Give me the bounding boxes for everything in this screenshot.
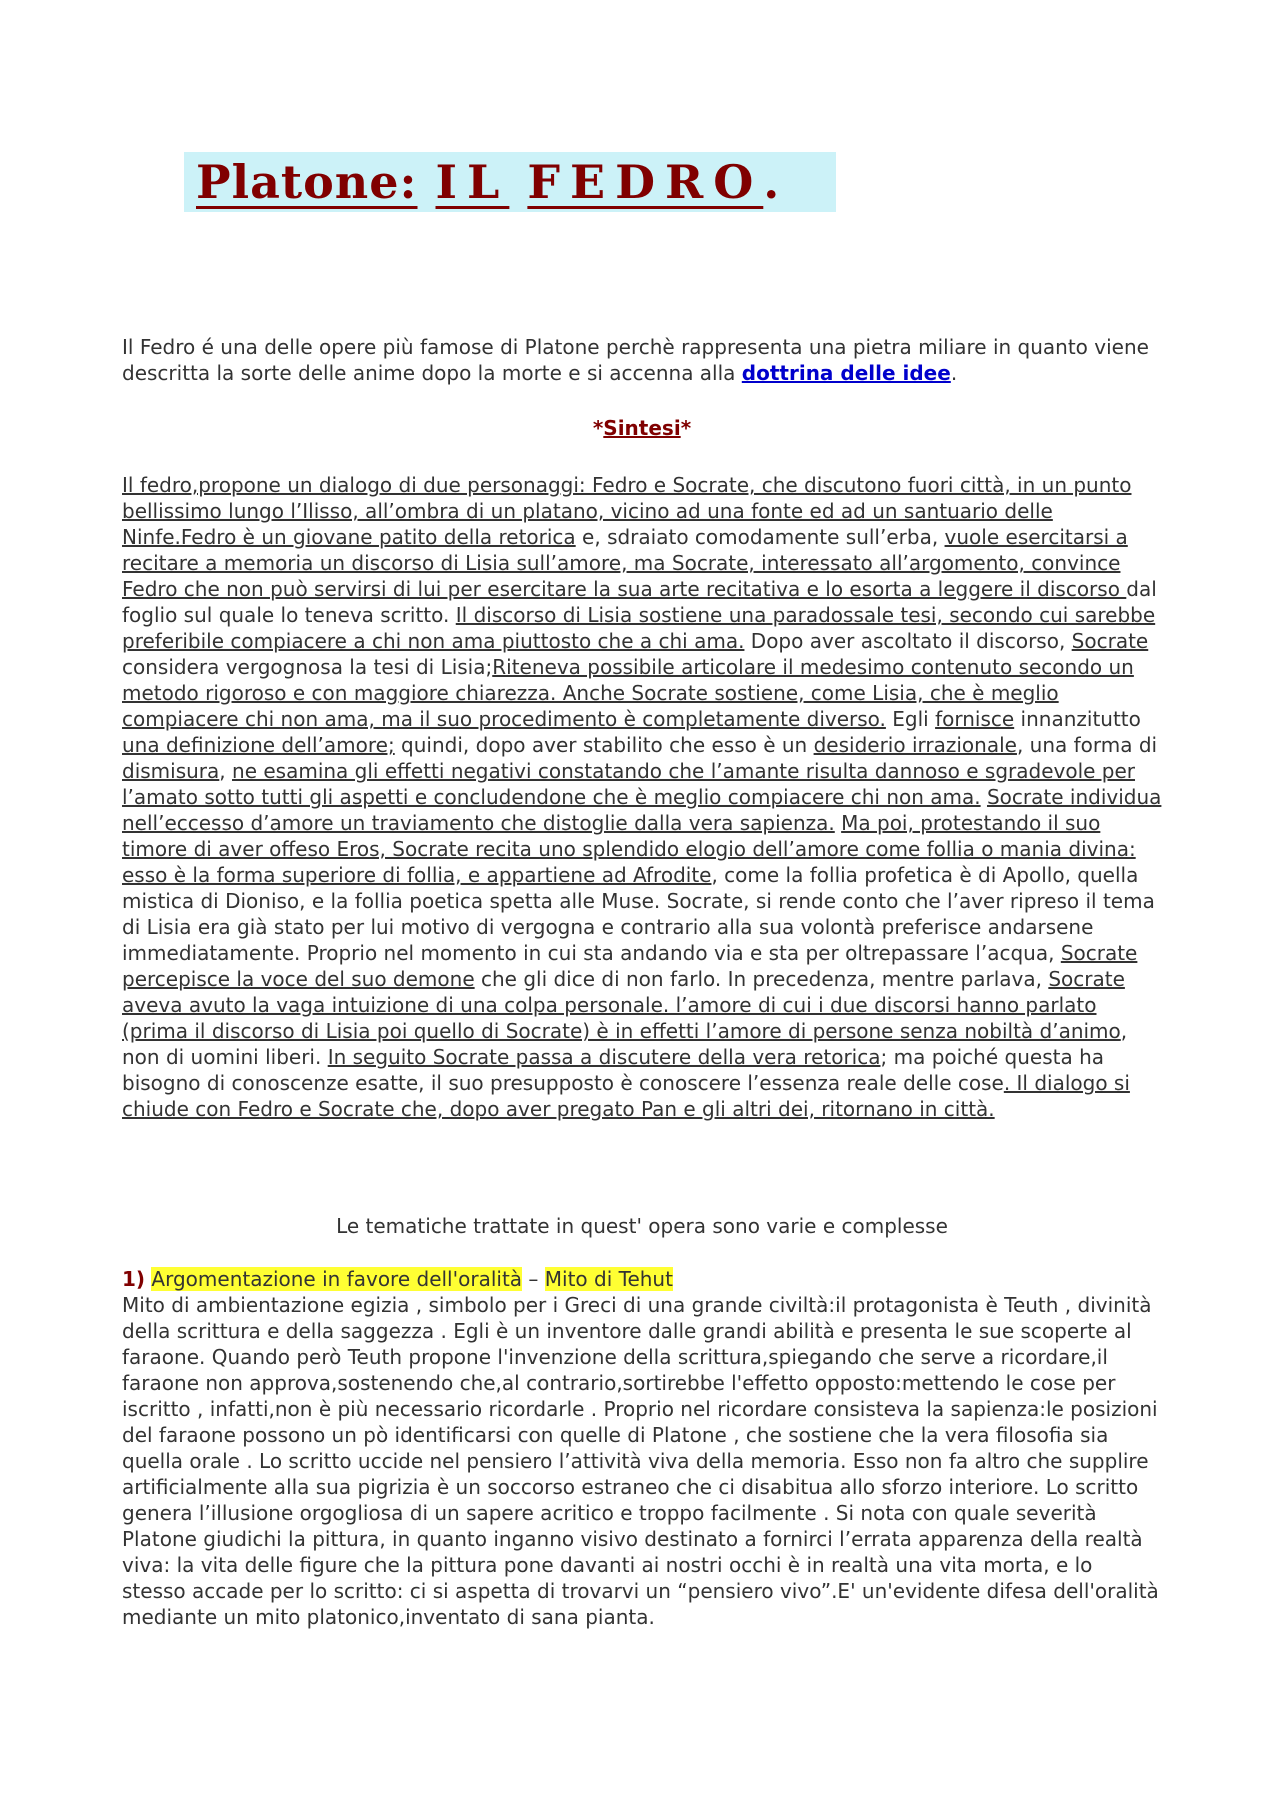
summary-seg: Socrate individua nell’eccesso d’amore un traviamento che distoglie dalla vera sapienza. — [122, 785, 1162, 835]
summary-seg: Il discorso di Lisia sostiene una paradossale tesi, secondo cui sarebbe preferibile compiacere a chi non ama piuttosto che a chi ama. — [122, 603, 1156, 653]
section-1-heading-a: Argomentazione in favore dell'oralità — [151, 1267, 523, 1291]
summary-seg: che gli dice di non farlo. In precedenza, mentre parlava, — [474, 967, 1049, 991]
summary-seg: una definizione dell’amore; — [122, 733, 395, 757]
summary-seg: Dopo aver ascoltato il discorso, — [744, 629, 1072, 653]
section-1 — [122, 1266, 1162, 1630]
summary-seg: , come la follia profetica è di Apollo, quella mistica di Dioniso, e la follia poetica spetta alle Muse. Socrate, si rende conto che l’aver ripreso il tema di Lisia era già stato per lui motivo di vergogna e contrario alla sua volontà preferisce andarsene immediatamente. Proprio nel momento in cui sta andando via e sta per oltrepassare l’acqua, — [122, 863, 1155, 965]
page-title — [196, 152, 780, 212]
summary-seg: Egli — [885, 707, 936, 731]
intro-text-end: . — [950, 361, 958, 385]
sintesi-suffix: * — [680, 416, 692, 440]
title-part-il: IL — [435, 155, 510, 209]
summary-seg: Il fedro,propone un dialogo di due personaggi: Fedro e Socrate, che discutono fuori città, in un punto bellissimo lungo l’Ilisso, all’ombra di un platano, vicino ad una fonte ed ad un santuario delle Ninfe.Fedro è un giovane patito della retorica — [122, 473, 1132, 549]
summary-seg: Ma poi, protestando il suo timore di aver offeso Eros, Socrate recita uno splendido elogio dell’amore come follia o mania divina: esso è la forma superiore di follia, e appartiene ad Afrodite — [122, 811, 1136, 887]
summary-seg: fornisce — [935, 707, 1015, 731]
section-1-heading-b: Mito di Tehut — [544, 1267, 673, 1291]
summary-seg: Socrate aveva avuto la vaga intuizione di una colpa personale. l’amore di cui i due discorsi hanno parlato (prima il discorso di Lisia poi quello di Socrate) è in effetti l’amore di persone senza nobiltà d’animo — [122, 967, 1125, 1043]
summary-seg: considera vergognosa la tesi di Lisia; — [122, 655, 493, 679]
summary-seg: vuole esercitarsi a recitare a memoria un discorso di Lisia sull’amore, ma Socrate, interessato all’argomento, convince Fedro che non può servirsi di lui per esercitare la sua arte recitativa e lo esorta a leggere il discorso — [122, 525, 1128, 601]
summary-seg: In seguito Socrate passa a discutere della vera retorica — [327, 1045, 881, 1069]
summary-seg: . Il dialogo si chiude con Fedro e Socrate che, dopo aver pregato Pan e gli altri dei, ritornano in città. — [122, 1071, 1130, 1121]
summary-seg: ; ma poiché questa ha bisogno di conoscenze esatte, il suo presupposto è conoscere l’essenza reale delle cose — [122, 1045, 1104, 1095]
tematiche-subtitle: Le tematiche trattate in quest' opera sono varie e complesse — [336, 1214, 948, 1238]
section-1-dash: – — [522, 1267, 545, 1291]
sintesi-label: Sintesi — [603, 416, 681, 440]
sintesi-heading — [122, 415, 1162, 441]
title-dot: . — [763, 155, 781, 209]
title-part-platone: Platone: — [196, 155, 418, 209]
intro-paragraph — [122, 334, 1162, 386]
summary-seg: innanzitutto — [1014, 707, 1141, 731]
summary-seg: e, sdraiato comodamente sull’erba, — [575, 525, 945, 549]
section-1-heading — [122, 1266, 1162, 1292]
section-1-text: Mito di ambientazione egizia , simbolo per i Greci di una grande civiltà:il protagonista è Teuth , divinità della scrittura e della saggezza . Egli è un inventore dalle grandi abilità e presenta le sue scoperte al faraone. Quando però Teuth propone l'invenzione della scrittura,spiegando che serve a ricordare,il faraone non approva,sostenendo che,al contrario,sortirebbe l'effetto opposto:mettendo le cose per iscritto , infatti,non è più necessario ricordarle . Proprio nel ricordare consisteva la sapienza:le posizioni del faraone possono un pò identificarsi con quelle di Platone , che sostiene che la vera filosofia sia quella orale . Lo scritto uccide nel pensiero l’attività viva della memoria. Esso non fa altro che supplire artificialmente alla sua pigrizia è un soccorso estraneo che ci disabitua allo sforzo interiore. Lo scritto genera l’illusione orgogliosa di un sapere acritico e troppo facilmente . Si nota con quale severità Platone giudichi la pittura, in quanto inganno visivo destinato a fornirci l’errata apparenza della realtà viva: la vita delle figure che la pittura pone davanti ai nostri occhi è in realtà una vita morta, e lo stesso accade per lo scritto: ci si aspetta di trovarvi un “pensiero vivo”.E' un'evidente difesa dell'oralità mediante un mito platonico,inventato di sana pianta. — [122, 1293, 1159, 1629]
section-1-number: 1) — [122, 1267, 146, 1291]
sintesi-prefix: * — [592, 416, 604, 440]
summary-seg: Socrate percepisce la voce del suo demone — [122, 941, 1138, 991]
summary-seg: Riteneva possibile articolare il medesimo contenuto secondo un metodo rigoroso e con maggiore chiarezza. Anche Socrate sostiene, come Lisia, che è meglio compiacere chi non ama, ma il suo procedimento è completamente diverso. — [122, 655, 1134, 731]
summary-seg: quindi, dopo aver stabilito che esso è un — [394, 733, 814, 757]
title-part-fedro: FEDRO — [527, 155, 764, 209]
summary-seg: ne esamina gli effetti negativi constatando che l’amante risulta dannoso e sgradevole per l’amato sotto tutti gli aspetti e concludendone che è meglio compiacere chi non ama. — [122, 759, 1136, 809]
summary-seg: Socrate — [1071, 629, 1149, 653]
summary-paragraph — [122, 472, 1162, 1122]
summary-seg: , — [219, 759, 233, 783]
summary-seg: dismisura — [122, 759, 220, 783]
dottrina-link[interactable]: dottrina delle idee — [741, 361, 951, 385]
summary-seg: , una forma di — [1016, 733, 1158, 757]
summary-seg: desiderio irrazionale — [813, 733, 1017, 757]
summary-seg: , non di uomini liberi. — [122, 1019, 1128, 1069]
summary-seg: dal foglio sul quale lo teneva scritto. — [122, 577, 1157, 627]
title-banner — [184, 152, 836, 212]
intro-text: Il Fedro é una delle opere più famose di Platone perchè rappresenta una pietra miliare in quanto viene descritta la sorte delle anime dopo la morte e si accenna alla — [122, 335, 1149, 385]
